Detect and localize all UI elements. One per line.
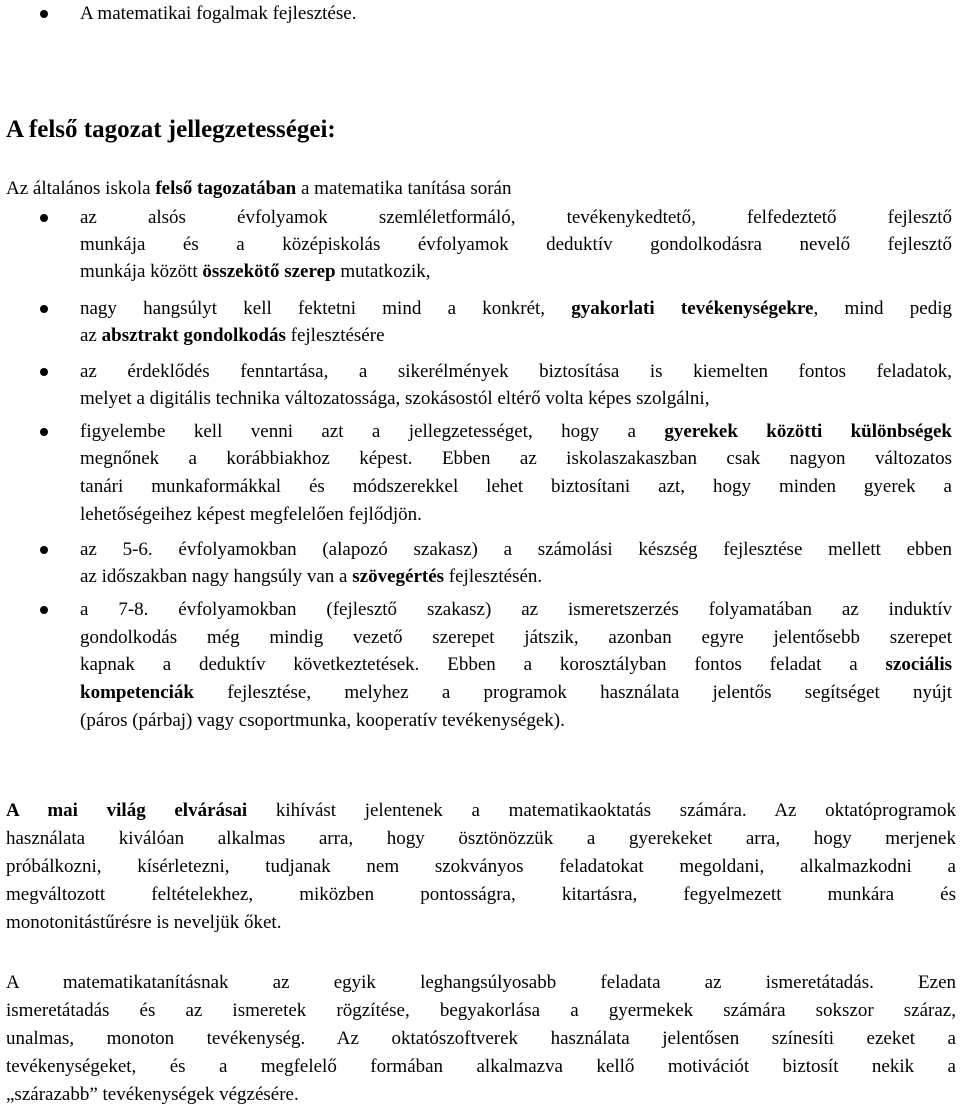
bullet-6-line: kompetenciák fejlesztése, melyhez a programok használata jelentős segítséget nyújt [80,682,952,703]
paragraph-2-line: „szárazabb” tevékenységek végzésére. [6,1084,299,1105]
paragraph-2-line: A matematikatanításnak az egyik leghangsúlyosabb feladata az ismeretátadás. Ezen [6,972,956,993]
bullet-4-line: figyelembe kell venni azt a jellegzetességet, hogy a gyerekek közötti különbségek [80,421,952,442]
paragraph-1-line: megváltozott feltételekhez, miközben pontosságra, kitartásra, fegyelmezett munkára és [6,884,956,905]
bullet-6-line: gondolkodás még mindig vezető szerepet játszik, azonban egyre jelentősebb szerepet [80,627,952,648]
paragraph-1-line: használata kiválóan alkalmas arra, hogy ösztönözzük a gyerekeket arra, hogy merjenek [6,828,956,849]
bullet-5-line: az időszakban nagy hangsúly van a szövegértés fejlesztésén. [80,566,543,587]
bullet-2-line: az absztrakt gondolkodás fejlesztésére [80,325,385,346]
bullet-dot [40,546,48,554]
bullet-3-line: az érdeklődés fenntartása, a sikerélmények biztosítása is kiemelten fontos feladatok, [80,361,952,382]
bullet-2-line: nagy hangsúlyt kell fektetni mind a konkrét, gyakorlati tevékenységekre, mind pedig [80,298,952,319]
bullet-6-line: a 7-8. évfolyamokban (fejlesztő szakasz) az ismeretszerzés folyamatában az induktív [80,599,952,620]
bullet-5-line: az 5-6. évfolyamokban (alapozó szakasz) a számolási készség fejlesztése mellett ebben [80,539,952,560]
bullet-4-line: tanári munkaformákkal és módszerekkel lehet biztosítani azt, hogy minden gyerek a [80,476,952,497]
bullet-4-line: megnőnek a korábbiakhoz képest. Ebben az iskolaszakaszban csak nagyon változatos [80,448,952,469]
bullet-1-line: munkája között összekötő szerep mutatkozik, [80,261,431,282]
bullet-4-line: lehetőségeihez képest megfelelően fejlődjön. [80,504,422,525]
paragraph-1-line: próbálkozni, kísérletezni, tudjanak nem szokványos feladatokat megoldani, alkalmazkodni a [6,856,956,877]
bullet-3-line: melyet a digitális technika változatossága, szokásostól eltérő volta képes szolgálni, [80,388,710,409]
bullet-1-line: munkája és a középiskolás évfolyamok deduktív gondolkodásra nevelő fejlesztő [80,234,952,255]
paragraph-2-line: tevékenységeket, és a megfelelő formában alkalmazva kellő motivációt biztosít nekik a [6,1056,956,1077]
paragraph-1-line: A mai világ elvárásai kihívást jelentenek a matematikaoktatás számára. Az oktatóprogramok [6,800,957,821]
bullet-1-line: az alsós évfolyamok szemléletformáló, tevékenykedtető, felfedeztető fejlesztő [80,207,952,228]
bullet-dot [40,368,48,376]
bullet-dot [40,214,48,222]
paragraph-2-line: unalmas, monoton tevékenység. Az oktatószoftverek használata jelentősen színesíti ezeket a [6,1028,956,1049]
bullet-dot [40,10,48,18]
section-heading: A felső tagozat jellegzetességei: [6,116,336,143]
bullet-6-line: (páros (párbaj) vagy csoportmunka, kooperatív tevékenységek). [80,710,565,731]
bullet-6-line: kapnak a deduktív következtetések. Ebben a korosztályban fontos feladat a szociális [80,654,952,675]
paragraph-1-line: monotonitástűrésre is neveljük őket. [6,912,282,933]
bullet-dot [40,305,48,313]
bullet-dot [40,428,48,436]
intro-line: Az általános iskola felső tagozatában a matematika tanítása során [6,178,512,199]
top-list-item: A matematikai fogalmak fejlesztése. [80,3,357,24]
paragraph-2-line: ismeretátadás és az ismeretek rögzítése, begyakorlása a gyermekek számára sokszor száraz, [6,1000,956,1021]
bullet-dot [40,606,48,614]
